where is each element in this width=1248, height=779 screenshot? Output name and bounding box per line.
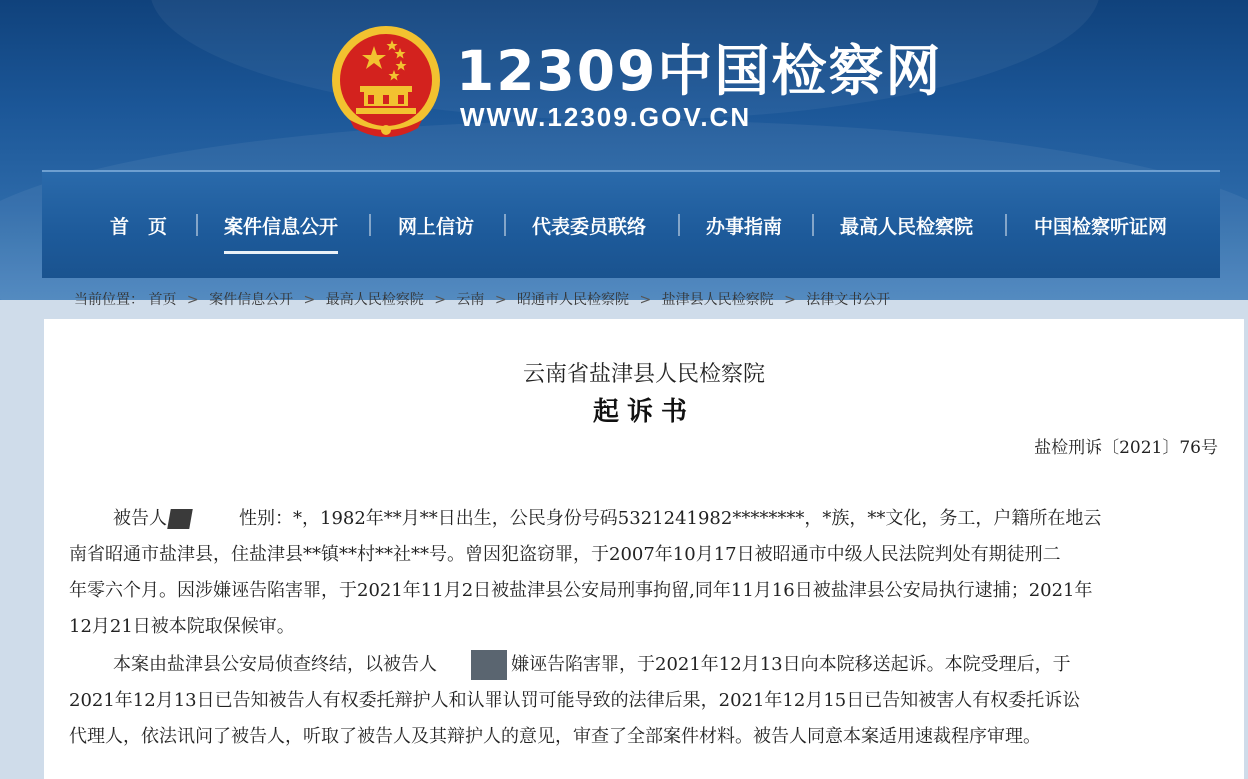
breadcrumb-separator: >	[784, 292, 796, 308]
breadcrumb-home[interactable]: 首页	[148, 292, 177, 308]
paragraph-line: 代理人，依法讯问了被告人，听取了被告人及其辩护人的意见，审查了全部案件材料。被告人同意本案适用速裁程序审理。	[69, 726, 1041, 747]
paragraph-text: 性别：*，1982年**月**日出生，公民身份号码5321241982********，*族，**文化，务工，户籍所在地云	[239, 508, 1102, 529]
breadcrumb-separator: >	[434, 292, 446, 308]
breadcrumb-case-info[interactable]: 案件信息公开	[209, 292, 294, 308]
paragraph-line: 2021年12月13日已告知被告人有权委托辩护人和认罪认罚可能导致的法律后果，2021年12月15日已告知被害人有权委托诉讼	[69, 690, 1081, 711]
document-organization: 云南省盐津县人民检察院	[522, 362, 765, 387]
breadcrumb-zhaotong[interactable]: 昭通市人民检察院	[517, 292, 630, 308]
document-title: 起诉书	[592, 397, 695, 427]
breadcrumb-yanjin[interactable]: 盐津县人民检察院	[661, 292, 774, 308]
breadcrumb-spp[interactable]: 最高人民检察院	[325, 292, 424, 308]
nav-guide[interactable]: 办事指南	[706, 216, 783, 238]
nav-separator	[196, 214, 198, 236]
document-panel	[44, 319, 1244, 779]
redacted-name	[167, 509, 193, 529]
breadcrumb	[74, 289, 890, 309]
breadcrumb-prefix: 当前位置：	[74, 292, 144, 308]
breadcrumb-yunnan[interactable]: 云南	[456, 292, 485, 308]
breadcrumb-separator: >	[494, 292, 507, 308]
breadcrumb-legal-docs[interactable]: 法律文书公开	[806, 292, 891, 308]
site-title: 12309中国检察网	[456, 39, 943, 103]
nav-separator	[369, 214, 371, 236]
breadcrumb-separator: >	[639, 292, 652, 308]
nav-home[interactable]: 首 页	[110, 216, 168, 238]
nav-deputy-liaison[interactable]: 代表委员联络	[532, 216, 647, 238]
national-emblem-icon[interactable]	[330, 24, 442, 142]
redacted-name	[471, 650, 507, 680]
nav-separator	[812, 214, 814, 236]
nav-spp[interactable]: 最高人民检察院	[840, 216, 974, 238]
nav-separator	[1005, 214, 1007, 236]
nav-separator	[504, 214, 506, 236]
nav-case-info[interactable]: 案件信息公开	[224, 212, 338, 254]
nav-petition[interactable]: 网上信访	[398, 216, 475, 238]
nav-separator	[678, 214, 680, 236]
paragraph-line: 南省昭通市盐津县，住盐津县**镇**村**社**号。曾因犯盗窃罪，于2007年10月17日被昭通市中级人民法院判处有期徒刑二	[69, 544, 1061, 565]
nav-hearing[interactable]: 中国检察听证网	[1034, 216, 1168, 238]
document-paragraph-1	[69, 501, 1219, 645]
paragraph-line	[69, 647, 1219, 683]
main-nav	[42, 170, 1220, 278]
site-header	[0, 0, 1248, 300]
paragraph-line: 年零六个月。因涉嫌诬告陷害罪，于2021年11月2日被盐津县公安局刑事拘留,同年11月16日被盐津县公安局执行逮捕；2021年	[69, 580, 1093, 601]
document-paragraph-2	[69, 647, 1219, 755]
defendant-label: 被告人	[113, 508, 167, 529]
paragraph-text: 本案由盐津县公安局侦查终结，以被告人	[113, 654, 437, 675]
paragraph-line: 12月21日被本院取保候审。	[69, 616, 295, 637]
paragraph-line	[69, 501, 1219, 537]
site-url: WWW.12309.GOV.CN	[460, 102, 752, 132]
breadcrumb-separator: >	[303, 292, 316, 308]
document-number: 盐检刑诉〔2021〕76号	[1034, 438, 1218, 458]
paragraph-text: 嫌诬告陷害罪，于2021年12月13日向本院移送起诉。本院受理后，于	[511, 654, 1071, 675]
breadcrumb-separator: >	[186, 292, 199, 308]
